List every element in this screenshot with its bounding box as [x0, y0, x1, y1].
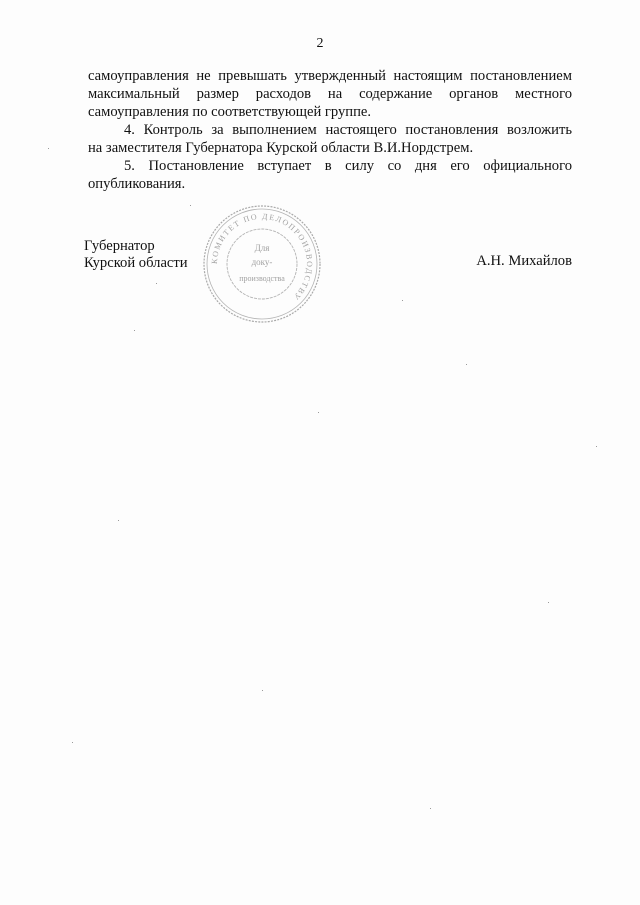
page-number: 2 — [316, 36, 324, 51]
seal-ring-text: КОМИТЕТ ПО ДЕЛОПРОИЗВОДСТВУ — [209, 211, 315, 303]
paragraph-3-line-2: опубликования. — [88, 176, 186, 192]
scan-speck — [318, 412, 319, 413]
scan-speck — [134, 330, 135, 331]
signer-name: А.Н. Михайлов — [476, 253, 572, 269]
paragraph-1-line-2: максимальный размер расходов на содержание органов местного — [88, 86, 572, 102]
paragraph-2-line-2: на заместителя Губернатора Курской области В.И.Нордстрем. — [88, 140, 474, 156]
signer-title-line-1: Губернатор — [84, 238, 155, 254]
paragraph-1-line-3: самоуправления по соответствующей группе. — [88, 104, 372, 120]
scan-speck — [262, 690, 263, 691]
paragraph-1-line-1: самоуправления не превышать утвержденный настоящим постановлением — [88, 68, 572, 84]
scan-speck — [156, 283, 157, 284]
scan-speck — [402, 300, 403, 301]
official-seal — [201, 203, 323, 325]
scan-speck — [118, 520, 119, 521]
scan-speck — [72, 742, 73, 743]
seal-center-line-3: производства — [239, 274, 285, 283]
seal-center-line-2: доку- — [251, 257, 273, 267]
scan-speck — [48, 148, 49, 149]
signer-title-line-2: Курской области — [84, 255, 188, 271]
document-body — [88, 67, 572, 193]
scan-speck — [596, 446, 597, 447]
scan-speck — [548, 602, 549, 603]
paragraph-2-line-1: 4. Контроль за выполнением настоящего постановления возложить — [124, 122, 572, 138]
paragraph-3-line-1: 5. Постановление вступает в силу со дня его официального — [124, 158, 572, 174]
scan-speck — [466, 364, 467, 365]
signer-title — [84, 238, 188, 272]
scan-speck — [190, 205, 191, 206]
scan-speck — [430, 808, 431, 809]
seal-center-line-1: Для — [254, 243, 270, 253]
